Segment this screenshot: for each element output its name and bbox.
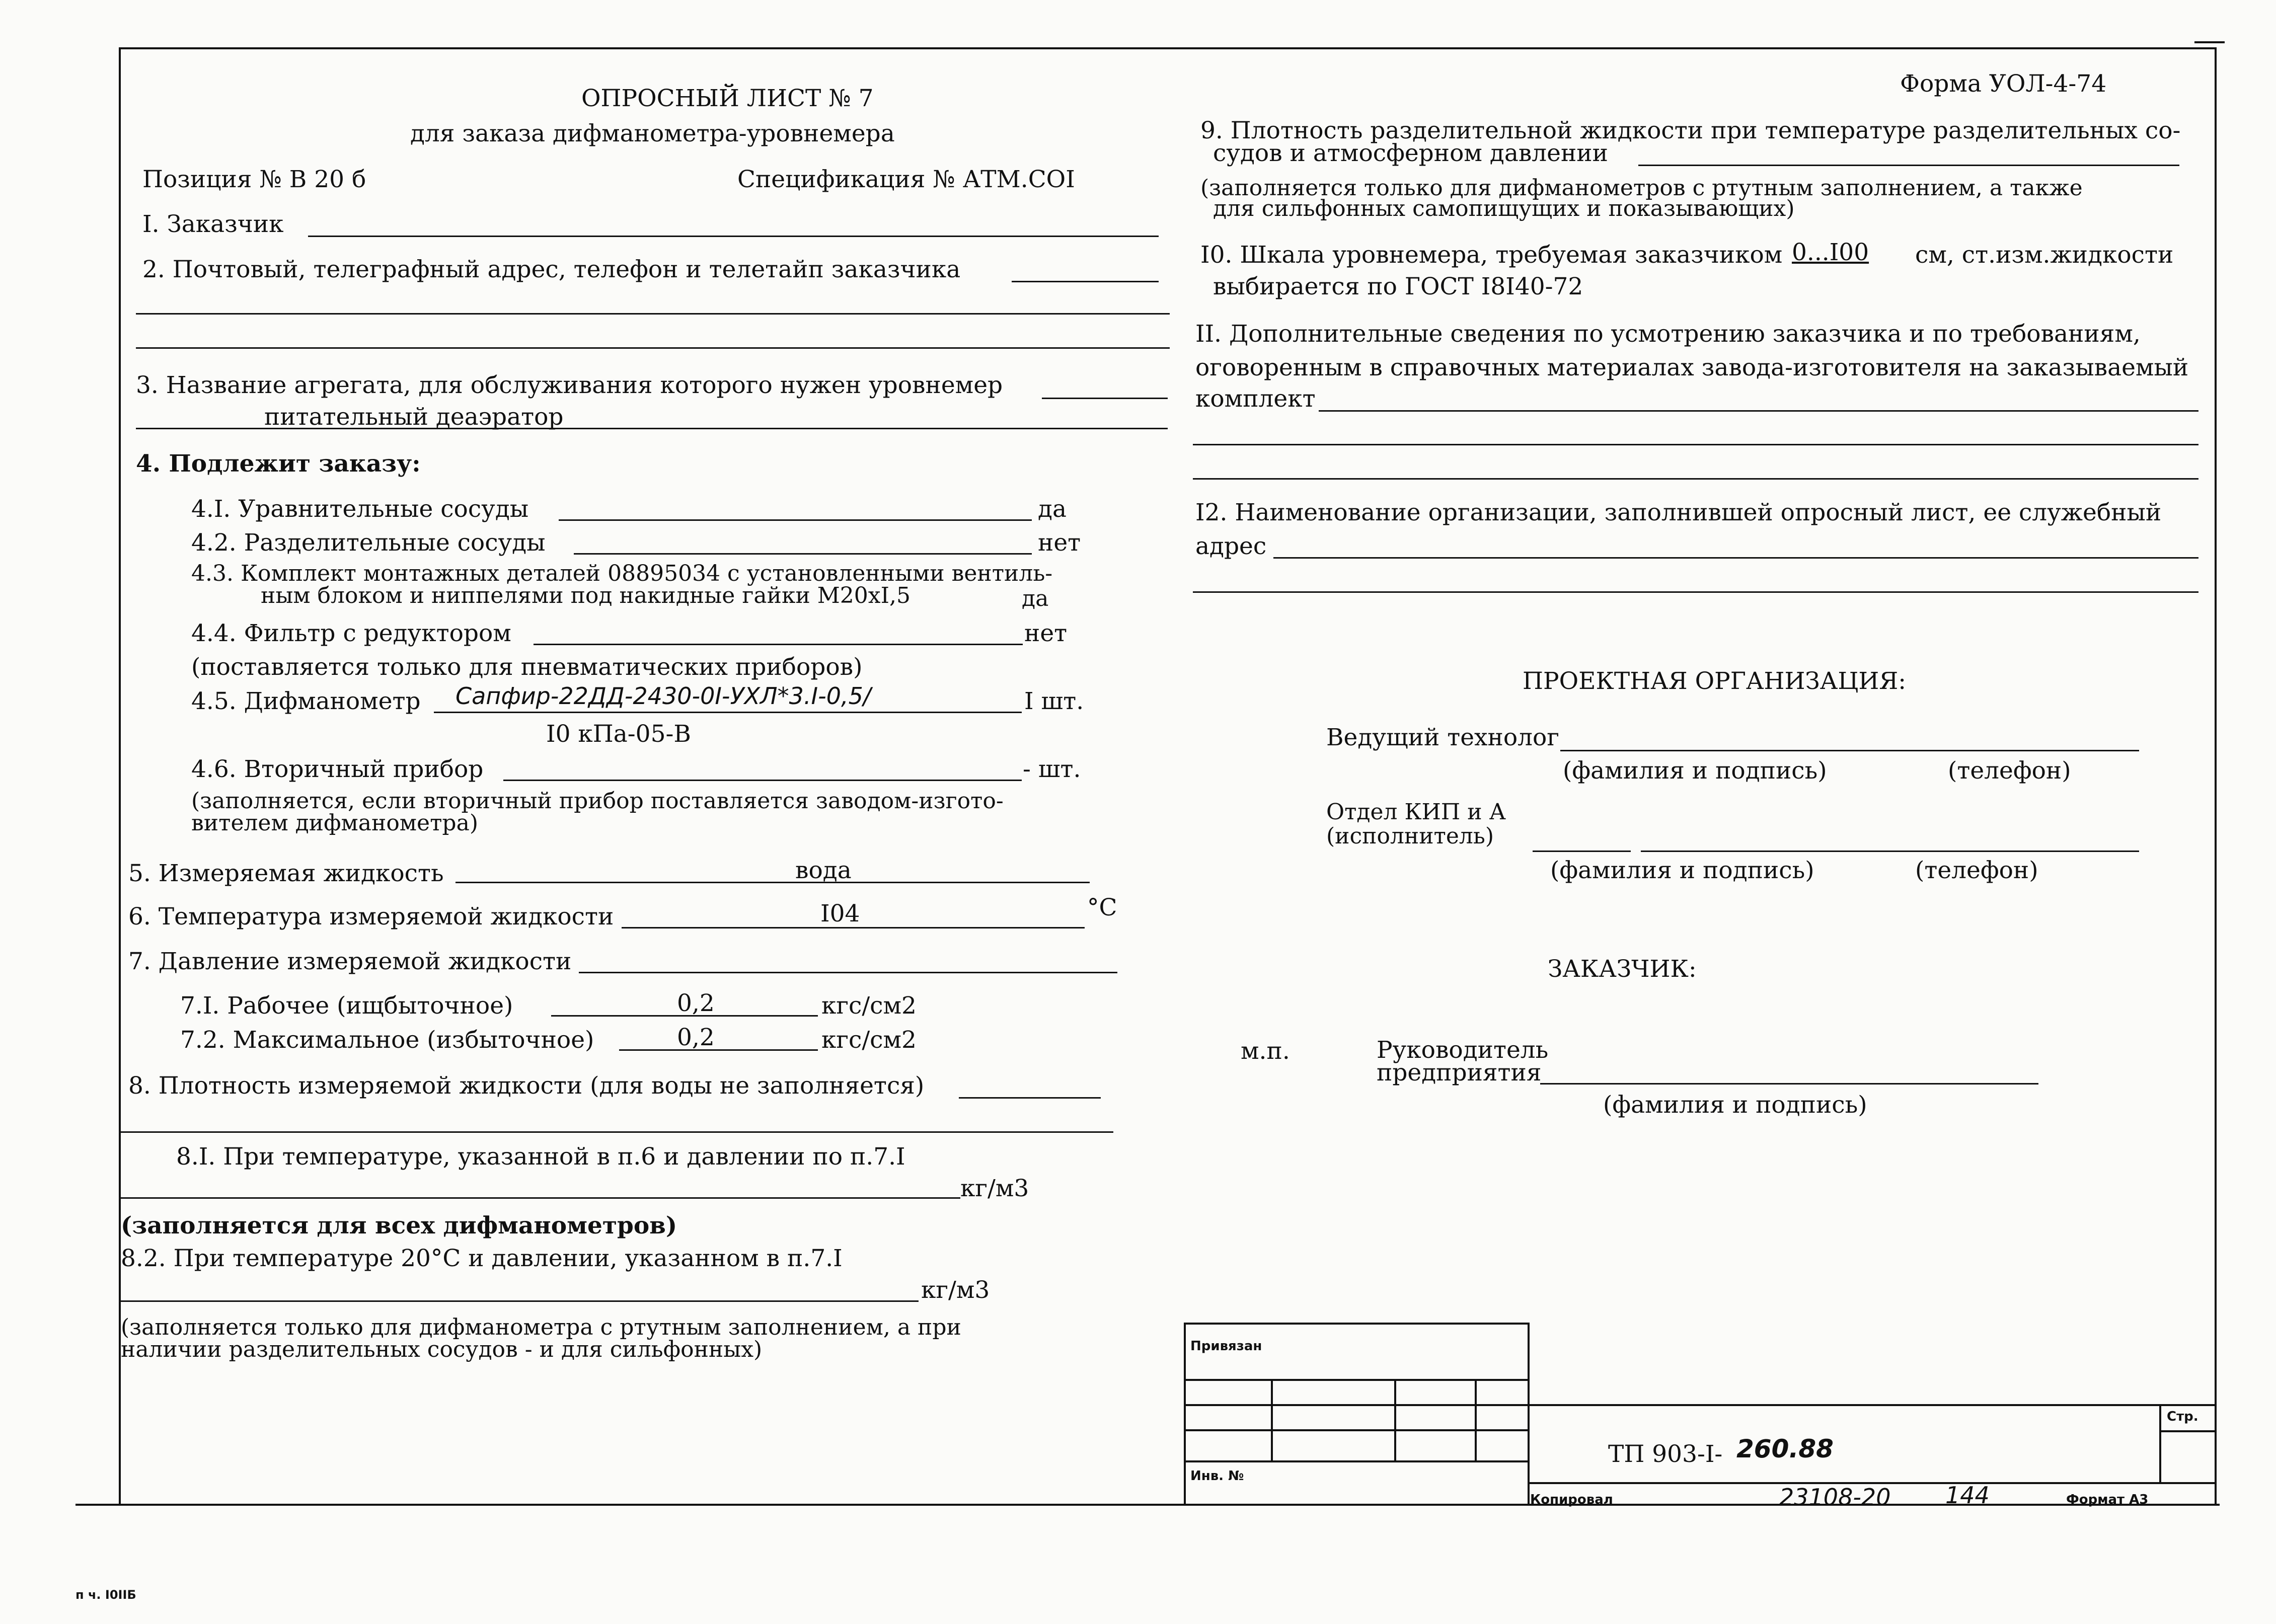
frame-top bbox=[119, 47, 2217, 49]
item-11-line bbox=[1319, 410, 2198, 412]
item-7-1: 7.I. Рабочее (ищбыточное) bbox=[180, 992, 513, 1020]
item-3-line bbox=[1042, 398, 1168, 399]
stamp-col-2 bbox=[1394, 1379, 1396, 1460]
item-4-5-value-2: I0 кПа-05-В bbox=[546, 720, 691, 748]
stamp-place-label: м.п. bbox=[1241, 1037, 1290, 1065]
item-8-2-line bbox=[121, 1300, 919, 1302]
item-4-4-note: (поставляется только для пневматических приборов) bbox=[191, 653, 863, 681]
item-6-value: I04 bbox=[820, 900, 860, 927]
item-11-a: II. Дополнительные сведения по усмотрению заказчика и по требованиям, bbox=[1195, 320, 2141, 348]
lead-technologist-line bbox=[1560, 750, 2139, 751]
item-5-value: вода bbox=[795, 857, 852, 884]
stamp-col-1 bbox=[1271, 1379, 1273, 1460]
item-4-3-b: ным блоком и ниппелями под накидные гайки М20хI,5 bbox=[261, 583, 911, 608]
item-2-line-3 bbox=[136, 347, 1170, 349]
item-3-value-line bbox=[136, 428, 1168, 429]
project-org-heading: ПРОЕКТНАЯ ОРГАНИЗАЦИЯ: bbox=[1523, 667, 1907, 695]
item-4-6-line bbox=[503, 780, 1022, 781]
page-label: Стр. bbox=[2167, 1409, 2198, 1424]
item-9-note-a: (заполняется только для дифманометров с ртутным заполнением, а также bbox=[1200, 175, 2083, 201]
item-4-1: 4.I. Уравнительные сосуды bbox=[191, 495, 529, 523]
item-7-2-value: 0,2 bbox=[677, 1024, 715, 1051]
item-3: 3. Название агрегата, для обслуживания которого нужен уровнемер bbox=[136, 371, 1003, 399]
item-5: 5. Измеряемая жидкость bbox=[128, 860, 444, 887]
doc-number: ТП 903-I- bbox=[1608, 1440, 1723, 1468]
dept-kip-line-2 bbox=[1641, 850, 2139, 852]
frame-corner-mark bbox=[2194, 41, 2225, 43]
item-12-line bbox=[1273, 557, 2198, 559]
item-4-3-a: 4.3. Комплект монтажных деталей 08895034 с установленными вентиль- bbox=[191, 561, 1053, 586]
item-7-1-value: 0,2 bbox=[677, 989, 715, 1017]
item-4-6-qty: - шт. bbox=[1023, 755, 1081, 783]
title-block-top bbox=[1528, 1404, 2216, 1406]
copy-number: 23108-20 bbox=[1779, 1484, 1891, 1511]
stamp-box-left bbox=[1184, 1323, 1186, 1505]
stamp-box-top bbox=[1184, 1323, 1529, 1325]
frame-left bbox=[119, 47, 121, 1504]
item-8-1-note: (заполняется для всех дифманометров) bbox=[121, 1212, 677, 1240]
phone-hint-1: (телефон) bbox=[1948, 757, 2071, 785]
title-block-page-row bbox=[2159, 1430, 2216, 1432]
dept-kip-line bbox=[1533, 850, 1631, 852]
item-1: I. Заказчик bbox=[142, 210, 284, 238]
item-8-1-line bbox=[121, 1197, 960, 1199]
form-code: Форма УОЛ-4-74 bbox=[1900, 70, 2107, 98]
form-title: ОПРОСНЫЙ ЛИСТ № 7 bbox=[581, 85, 874, 112]
dept-kip-executor: (исполнитель) bbox=[1326, 823, 1494, 849]
copy-page: 144 bbox=[1945, 1482, 1990, 1509]
item-7-2-unit: кгс/см2 bbox=[821, 1026, 917, 1054]
item-2-line bbox=[1012, 281, 1159, 282]
item-8-2-note-b: наличии разделительных сосудов - и для сильфонных) bbox=[121, 1337, 763, 1362]
item-4-4-line bbox=[534, 644, 1023, 645]
item-4-2-line bbox=[574, 553, 1032, 555]
stamp-col-3 bbox=[1475, 1379, 1477, 1460]
item-2-line-2 bbox=[136, 313, 1170, 315]
item-6: 6. Температура измеряемой жидкости bbox=[128, 903, 614, 931]
item-7-line bbox=[579, 972, 1117, 973]
copied-label: Копировал bbox=[1530, 1492, 1613, 1507]
item-8-2-note-a: (заполняется только для дифманометра с ртутным заполнением, а при bbox=[121, 1314, 961, 1340]
frame-bottom bbox=[75, 1504, 2220, 1506]
item-11-line-2 bbox=[1193, 444, 2198, 445]
item-4-5-qty: I шт. bbox=[1024, 687, 1084, 715]
item-11-c: комплект bbox=[1195, 385, 1316, 413]
item-10-unit: см, ст.изм.жидкости bbox=[1915, 241, 2174, 269]
item-12-a: I2. Наименование организации, заполнившей опросный лист, ее служебный bbox=[1195, 499, 2162, 526]
item-12-b: адрес bbox=[1195, 532, 1267, 560]
head-label-a: Руководитель bbox=[1377, 1036, 1549, 1064]
lead-technologist-label: Ведущий технолог bbox=[1326, 724, 1559, 751]
sign-hint-3: (фамилия и подпись) bbox=[1603, 1091, 1867, 1119]
item-4-2-value: нет bbox=[1038, 529, 1081, 557]
form-subtitle: для заказа дифманометра-уровнемера bbox=[410, 120, 895, 147]
position-label: Позиция № В 20 б bbox=[142, 166, 366, 193]
item-3-value: питательный деаэратор bbox=[264, 403, 564, 431]
item-4: 4. Подлежит заказу: bbox=[136, 450, 421, 478]
item-8-2-unit: кг/м3 bbox=[921, 1276, 990, 1304]
stamp-row-2 bbox=[1184, 1404, 1529, 1406]
item-4-5: 4.5. Дифманометр bbox=[191, 687, 421, 715]
sign-hint-2: (фамилия и подпись) bbox=[1550, 857, 1814, 884]
dept-kip-label: Отдел КИП и А bbox=[1326, 799, 1506, 825]
item-4-1-line bbox=[559, 519, 1032, 521]
item-7-2-line bbox=[619, 1049, 818, 1051]
item-4-2: 4.2. Разделительные сосуды bbox=[191, 529, 546, 557]
item-4-1-value: да bbox=[1038, 495, 1067, 523]
stamp-row-1 bbox=[1184, 1379, 1529, 1381]
footer-tag: п ч. I0IIБ bbox=[75, 1588, 136, 1602]
item-8-1: 8.I. При температуре, указанной в п.6 и давлении по п.7.I bbox=[176, 1143, 905, 1171]
item-10-a: I0. Шкала уровнемера, требуемая заказчиком bbox=[1200, 241, 1783, 269]
item-1-line bbox=[308, 236, 1159, 237]
item-4-5-line bbox=[434, 712, 1022, 713]
specification-label: Спецификация № АТМ.СОI bbox=[737, 166, 1075, 193]
head-label-b: предприятия bbox=[1377, 1059, 1542, 1087]
item-6-unit: °С bbox=[1087, 894, 1117, 921]
customer-heading: ЗАКАЗЧИК: bbox=[1548, 955, 1697, 983]
item-2: 2. Почтовый, телеграфный адрес, телефон и телетайп заказчика bbox=[142, 256, 961, 283]
item-5-line bbox=[456, 882, 1090, 883]
item-12-line-2 bbox=[1193, 591, 2198, 593]
item-4-4-value: нет bbox=[1024, 620, 1068, 647]
stamp-attached: Привязан bbox=[1190, 1339, 1262, 1354]
item-4-3-value: да bbox=[1022, 586, 1049, 611]
item-8-2: 8.2. При температуре 20°С и давлении, указанном в п.7.I bbox=[121, 1245, 843, 1272]
item-8-line-2 bbox=[121, 1131, 1113, 1133]
item-9-line bbox=[1638, 165, 2179, 166]
item-9-note-b: для сильфонных самопищущих и показывающих) bbox=[1213, 196, 1795, 221]
item-10-b: выбирается по ГОСТ I8I40-72 bbox=[1213, 273, 1583, 300]
item-4-4: 4.4. Фильтр с редуктором bbox=[191, 620, 511, 647]
item-8-line bbox=[959, 1097, 1101, 1099]
item-8: 8. Плотность измеряемой жидкости (для воды не заполняется) bbox=[128, 1072, 925, 1100]
item-7-1-unit: кгс/см2 bbox=[821, 992, 917, 1020]
item-4-6: 4.6. Вторичный прибор bbox=[191, 755, 484, 783]
item-8-1-unit: кг/м3 bbox=[960, 1175, 1029, 1202]
stamp-row-4 bbox=[1184, 1460, 1529, 1462]
item-11-b: оговоренным в справочных материалах завода-изготовителя на заказываемый bbox=[1195, 354, 2189, 381]
item-11-line-3 bbox=[1193, 478, 2198, 480]
item-4-6-note-a: (заполняется, если вторичный прибор поставляется заводом-изгото- bbox=[191, 788, 1004, 814]
item-10-value: 0...I00 bbox=[1792, 239, 1869, 266]
item-7: 7. Давление измеряемой жидкости bbox=[128, 948, 572, 975]
item-7-2: 7.2. Максимальное (избыточное) bbox=[180, 1026, 594, 1054]
head-sign-line bbox=[1540, 1083, 2038, 1085]
item-9-a: 9. Плотность разделительной жидкости при температуре разделительных со- bbox=[1200, 117, 2181, 144]
item-4-5-value: Сапфир-22ДД-2430-0I-УХЛ*3.I-0,5/ bbox=[456, 682, 871, 710]
stamp-box-right bbox=[1528, 1323, 1530, 1505]
stamp-inventory: Инв. № bbox=[1190, 1468, 1244, 1484]
phone-hint-2: (телефон) bbox=[1915, 857, 2038, 884]
title-block-page-col bbox=[2159, 1404, 2161, 1482]
sign-hint-1: (фамилия и подпись) bbox=[1563, 757, 1827, 785]
item-4-6-note-b: вителем дифманометра) bbox=[191, 810, 478, 836]
doc-number-handwritten: 260.88 bbox=[1736, 1434, 1834, 1463]
stamp-row-3 bbox=[1184, 1429, 1529, 1431]
item-9-b: судов и атмосферном давлении bbox=[1213, 139, 1608, 167]
frame-right bbox=[2215, 47, 2217, 1504]
format-label: Формат А3 bbox=[2066, 1492, 2149, 1507]
